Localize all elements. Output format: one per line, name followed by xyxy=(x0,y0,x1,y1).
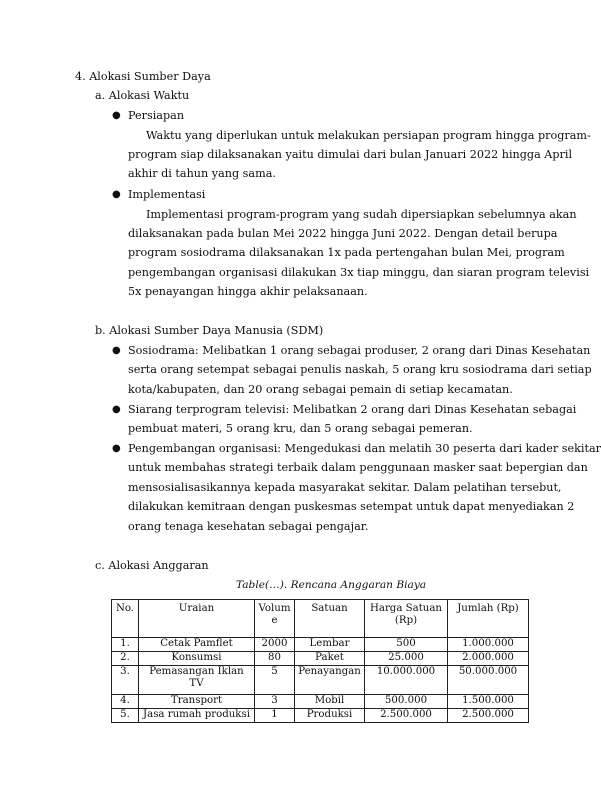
cell-volume: 80 xyxy=(255,652,295,666)
cell-harga: 500 xyxy=(365,638,448,652)
sdm-line: serta orang setempat sebagai penulis naskah, 5 orang kru sosiodrama dari setiap xyxy=(128,363,592,376)
budget-table xyxy=(111,599,529,723)
implementasi-line: dilaksanakan pada bulan Mei 2022 hingga Juni 2022. Dengan detail berupa xyxy=(128,227,558,240)
implementasi-label: Implementasi xyxy=(128,188,206,201)
bullet-icon: ● xyxy=(112,443,121,454)
header-volume-line: Volum xyxy=(258,603,291,614)
subsection-title-sdm: b. Alokasi Sumber Daya Manusia (SDM) xyxy=(95,324,324,337)
bullet-icon: ● xyxy=(112,345,121,356)
cell-uraian: Transport xyxy=(139,695,255,709)
persiapan-line: program siap dilaksanakan yaitu dimulai dari bulan Januari 2022 hingga April xyxy=(128,148,573,161)
header-harga-line: Harga Satuan xyxy=(369,603,442,614)
bullet-icon: ● xyxy=(112,404,121,415)
sdm-line: orang tenaga kesehatan sebagai pengajar. xyxy=(128,520,369,533)
cell-jumlah: 50.000.000 xyxy=(448,666,529,695)
cell-no: 5. xyxy=(112,709,139,723)
bullet-icon: ● xyxy=(112,189,121,200)
header-jumlah: Jumlah (Rp) xyxy=(448,600,529,638)
cell-no: 3. xyxy=(112,666,139,695)
cell-uraian: Jasa rumah produksi xyxy=(139,709,255,723)
cell-uraian-line: Pemasangan Iklan xyxy=(149,666,244,677)
implementasi-line: 5x penayangan hingga akhir pelaksanaan. xyxy=(128,285,368,298)
sdm-line: kota/kabupaten, dan 20 orang sebagai pemain di setiap kecamatan. xyxy=(128,383,513,396)
cell-harga: 500.000 xyxy=(365,695,448,709)
cell-satuan: Mobil xyxy=(295,695,365,709)
persiapan-line: Waktu yang diperlukan untuk melakukan persiapan program hingga program- xyxy=(146,129,591,142)
cell-jumlah: 1.000.000 xyxy=(448,638,529,652)
bullet-icon: ● xyxy=(112,110,121,121)
cell-volume: 3 xyxy=(255,695,295,709)
implementasi-line: pengembangan organisasi dilakukan 3x tiap minggu, dan siaran program televisi xyxy=(128,266,590,279)
header-uraian: Uraian xyxy=(139,600,255,638)
table-header-row xyxy=(112,600,529,638)
persiapan-line: akhir di tahun yang sama. xyxy=(128,167,276,180)
sdm-line: mensosialisasikannya kepada masyarakat sekitar. Dalam pelatihan tersebut, xyxy=(128,481,562,494)
cell-harga: 2.500.000 xyxy=(365,709,448,723)
cell-satuan: Penayangan xyxy=(295,666,365,695)
cell-uraian: Cetak Pamflet xyxy=(139,638,255,652)
sdm-line: Sosiodrama: Melibatkan 1 orang sebagai produser, 2 orang dari Dinas Kesehatan xyxy=(128,344,591,357)
cell-satuan: Produksi xyxy=(295,709,365,723)
cell-volume: 1 xyxy=(255,709,295,723)
table-row xyxy=(112,695,529,709)
cell-no: 2. xyxy=(112,652,139,666)
section-heading: 4. Alokasi Sumber Daya xyxy=(75,70,211,83)
header-volume-line: e xyxy=(271,615,278,626)
cell-harga: 25.000 xyxy=(365,652,448,666)
cell-uraian xyxy=(139,666,255,695)
sdm-line: dilakukan kemitraan dengan puskesmas setempat untuk dapat menyediakan 2 xyxy=(128,500,575,513)
cell-uraian-line: TV xyxy=(189,678,204,689)
cell-satuan: Paket xyxy=(295,652,365,666)
table-row xyxy=(112,638,529,652)
sdm-line: Pengembangan organisasi: Mengedukasi dan melatih 30 peserta dari kader sekitar xyxy=(128,442,601,455)
sdm-line: Siarang terprogram televisi: Melibatkan 2 orang dari Dinas Kesehatan sebagai xyxy=(128,403,577,416)
header-harga-line: (Rp) xyxy=(394,615,418,626)
header-volume xyxy=(255,600,295,638)
table-row xyxy=(112,709,529,723)
implementasi-line: program sosiodrama dilaksanakan 1x pada pertengahan bulan Mei, program xyxy=(128,246,565,259)
header-satuan: Satuan xyxy=(295,600,365,638)
table-caption: Table(…). Rencana Anggaran Biaya xyxy=(236,579,427,591)
sdm-line: pembuat materi, 5 orang kru, dan 5 orang sebagai pemeran. xyxy=(128,422,473,435)
persiapan-label: Persiapan xyxy=(128,109,185,122)
header-no: No. xyxy=(112,600,139,638)
cell-uraian: Konsumsi xyxy=(139,652,255,666)
cell-volume: 2000 xyxy=(255,638,295,652)
sdm-line: untuk membahas strategi terbaik dalam penggunaan masker saat bepergian dan xyxy=(128,461,588,474)
cell-jumlah: 2.500.000 xyxy=(448,709,529,723)
table-row xyxy=(112,652,529,666)
header-harga xyxy=(365,600,448,638)
implementasi-line: Implementasi program-program yang sudah dipersiapkan sebelumnya akan xyxy=(146,208,577,221)
subsection-title-waktu: a. Alokasi Waktu xyxy=(95,89,190,102)
cell-no: 1. xyxy=(112,638,139,652)
cell-satuan: Lembar xyxy=(295,638,365,652)
table-row xyxy=(112,666,529,695)
cell-jumlah: 1.500.000 xyxy=(448,695,529,709)
cell-harga: 10.000.000 xyxy=(365,666,448,695)
cell-no: 4. xyxy=(112,695,139,709)
subsection-title-anggaran: c. Alokasi Anggaran xyxy=(95,559,209,572)
cell-jumlah: 2.000.000 xyxy=(448,652,529,666)
cell-volume: 5 xyxy=(255,666,295,695)
